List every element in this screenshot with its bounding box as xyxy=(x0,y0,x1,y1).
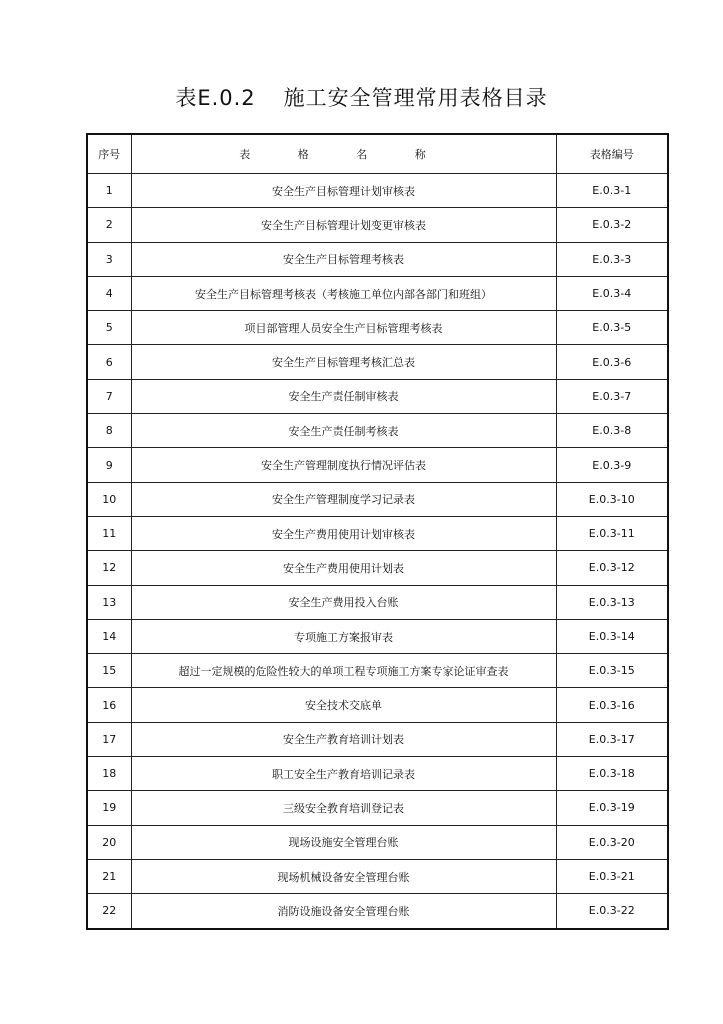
table-row xyxy=(87,174,668,208)
cell-name: 安全生产费用使用计划审核表 xyxy=(131,516,556,550)
cell-number: E.0.3-11 xyxy=(556,516,668,550)
cell-name: 安全生产费用投入台账 xyxy=(131,585,556,619)
cell-number: E.0.3-2 xyxy=(556,208,668,242)
cell-seq: 13 xyxy=(87,585,131,619)
cell-name: 安全生产目标管理考核表 xyxy=(131,242,556,276)
cell-name: 安全生产目标管理考核汇总表 xyxy=(131,345,556,379)
cell-number: E.0.3-14 xyxy=(556,619,668,653)
cell-number: E.0.3-8 xyxy=(556,414,668,448)
table-row xyxy=(87,791,668,825)
header-number: 表格编号 xyxy=(556,134,668,174)
title-code: 表E.0.2 xyxy=(175,86,256,110)
cell-name: 安全生产目标管理计划变更审核表 xyxy=(131,208,556,242)
table-row xyxy=(87,688,668,722)
cell-number: E.0.3-13 xyxy=(556,585,668,619)
cell-seq: 9 xyxy=(87,448,131,482)
cell-number: E.0.3-12 xyxy=(556,551,668,585)
header-row xyxy=(87,134,668,174)
cell-number: E.0.3-5 xyxy=(556,311,668,345)
cell-number: E.0.3-18 xyxy=(556,757,668,791)
cell-seq: 1 xyxy=(87,174,131,208)
cell-name: 安全生产管理制度执行情况评估表 xyxy=(131,448,556,482)
header-seq: 序号 xyxy=(87,134,131,174)
header-name: 表 格 名 称 xyxy=(131,134,556,174)
cell-seq: 3 xyxy=(87,242,131,276)
cell-name: 安全生产目标管理考核表（考核施工单位内部各部门和班组） xyxy=(131,276,556,310)
cell-seq: 7 xyxy=(87,379,131,413)
cell-number: E.0.3-10 xyxy=(556,482,668,516)
title-text: 施工安全管理常用表格目录 xyxy=(283,86,548,110)
cell-name: 项目部管理人员安全生产目标管理考核表 xyxy=(131,311,556,345)
cell-seq: 17 xyxy=(87,722,131,756)
cell-number: E.0.3-20 xyxy=(556,825,668,859)
cell-number: E.0.3-6 xyxy=(556,345,668,379)
table-row xyxy=(87,414,668,448)
cell-number: E.0.3-3 xyxy=(556,242,668,276)
cell-name: 安全生产管理制度学习记录表 xyxy=(131,482,556,516)
cell-number: E.0.3-21 xyxy=(556,859,668,893)
cell-seq: 18 xyxy=(87,757,131,791)
cell-number: E.0.3-15 xyxy=(556,654,668,688)
cell-seq: 15 xyxy=(87,654,131,688)
cell-number: E.0.3-4 xyxy=(556,276,668,310)
table-row xyxy=(87,585,668,619)
cell-seq: 4 xyxy=(87,276,131,310)
cell-seq: 5 xyxy=(87,311,131,345)
table-row xyxy=(87,654,668,688)
cell-name: 现场机械设备安全管理台账 xyxy=(131,859,556,893)
cell-name: 消防设施设备安全管理台账 xyxy=(131,894,556,929)
cell-name: 超过一定规模的危险性较大的单项工程专项施工方案专家论证审查表 xyxy=(131,654,556,688)
cell-number: E.0.3-22 xyxy=(556,894,668,929)
table-row xyxy=(87,619,668,653)
cell-seq: 12 xyxy=(87,551,131,585)
table-row xyxy=(87,825,668,859)
table-row xyxy=(87,482,668,516)
cell-number: E.0.3-17 xyxy=(556,722,668,756)
cell-seq: 10 xyxy=(87,482,131,516)
cell-name: 专项施工方案报审表 xyxy=(131,619,556,653)
table-row xyxy=(87,894,668,929)
cell-seq: 8 xyxy=(87,414,131,448)
table-row xyxy=(87,242,668,276)
cell-seq: 2 xyxy=(87,208,131,242)
table-row xyxy=(87,311,668,345)
table-row xyxy=(87,208,668,242)
table-row xyxy=(87,551,668,585)
cell-name: 安全生产费用使用计划表 xyxy=(131,551,556,585)
cell-name: 安全技术交底单 xyxy=(131,688,556,722)
cell-seq: 14 xyxy=(87,619,131,653)
cell-number: E.0.3-16 xyxy=(556,688,668,722)
table-row xyxy=(87,516,668,550)
cell-number: E.0.3-1 xyxy=(556,174,668,208)
cell-seq: 11 xyxy=(87,516,131,550)
page-title xyxy=(0,82,723,112)
table-row xyxy=(87,379,668,413)
cell-number: E.0.3-9 xyxy=(556,448,668,482)
cell-name: 职工安全生产教育培训记录表 xyxy=(131,757,556,791)
cell-seq: 20 xyxy=(87,825,131,859)
cell-seq: 22 xyxy=(87,894,131,929)
table-row xyxy=(87,722,668,756)
table-row xyxy=(87,345,668,379)
cell-seq: 16 xyxy=(87,688,131,722)
cell-name: 三级安全教育培训登记表 xyxy=(131,791,556,825)
cell-name: 安全生产责任制审核表 xyxy=(131,379,556,413)
cell-name: 现场设施安全管理台账 xyxy=(131,825,556,859)
cell-seq: 6 xyxy=(87,345,131,379)
cell-seq: 19 xyxy=(87,791,131,825)
table-row xyxy=(87,448,668,482)
cell-name: 安全生产目标管理计划审核表 xyxy=(131,174,556,208)
table-row xyxy=(87,859,668,893)
cell-number: E.0.3-19 xyxy=(556,791,668,825)
cell-name: 安全生产责任制考核表 xyxy=(131,414,556,448)
table-row xyxy=(87,276,668,310)
cell-number: E.0.3-7 xyxy=(556,379,668,413)
table-row xyxy=(87,757,668,791)
cell-seq: 21 xyxy=(87,859,131,893)
cell-name: 安全生产教育培训计划表 xyxy=(131,722,556,756)
catalog-table xyxy=(86,133,669,930)
